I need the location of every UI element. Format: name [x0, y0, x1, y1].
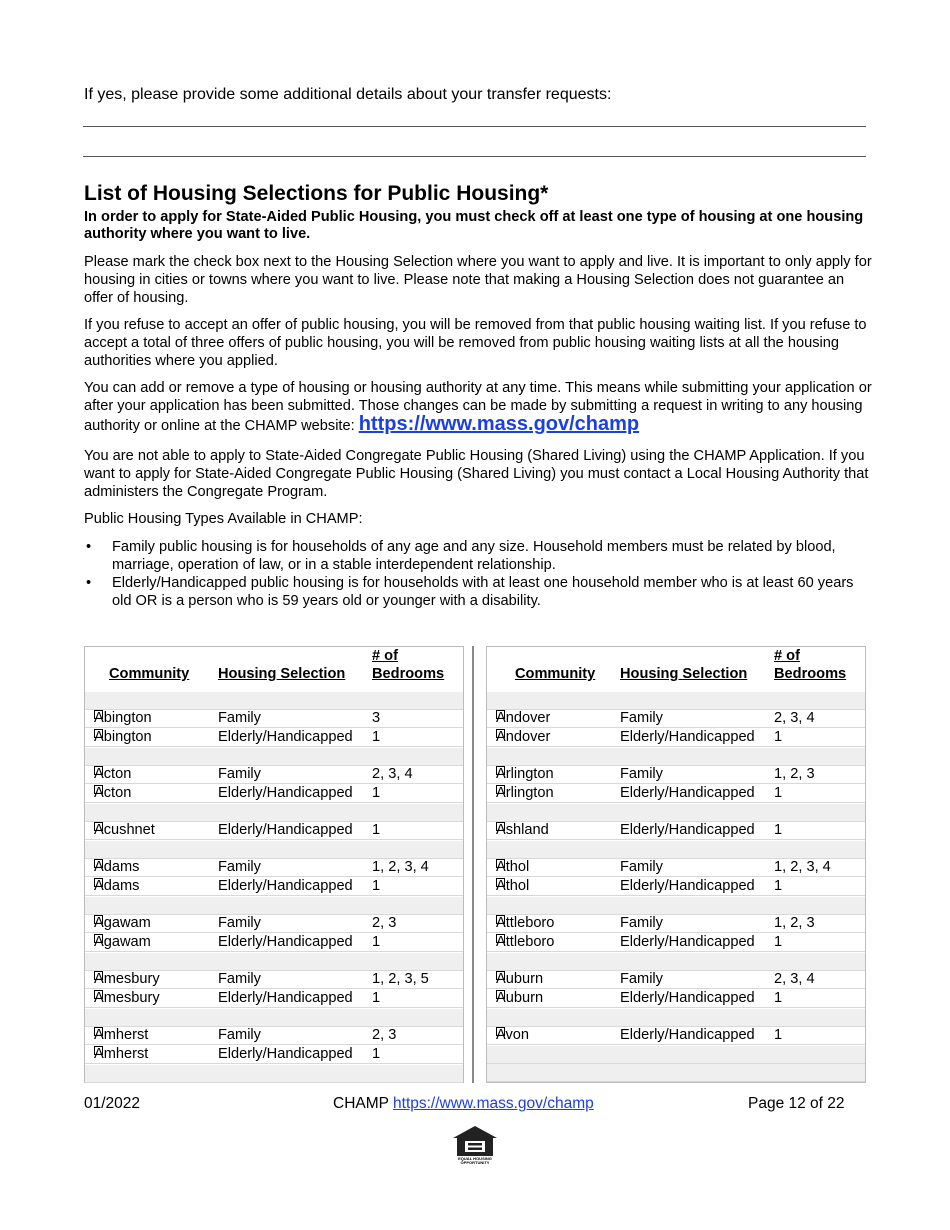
table-row: [487, 822, 865, 840]
community-name: Andover: [496, 710, 551, 726]
table-row: [85, 915, 463, 933]
bedrooms-cell: 2, 3: [372, 915, 397, 931]
housing-selection-cell: Family: [218, 915, 261, 931]
community-name: Ashland: [496, 822, 549, 838]
table-spacer-row: [487, 953, 865, 971]
bedrooms-cell: 1: [372, 822, 381, 838]
community-cell: [496, 1027, 529, 1044]
selection-checkbox[interactable]: [496, 729, 505, 738]
header-selection: Housing Selection: [218, 666, 346, 682]
selection-checkbox[interactable]: [94, 1046, 103, 1055]
selection-checkbox[interactable]: [94, 766, 103, 775]
community-cell: [94, 971, 160, 988]
community-name: Amherst: [94, 1027, 149, 1043]
table-row: [85, 822, 463, 840]
community-name: Athol: [496, 878, 530, 894]
selection-checkbox[interactable]: [496, 971, 505, 980]
community-cell: [94, 822, 155, 839]
bedrooms-cell: 2, 3, 4: [774, 971, 815, 987]
community-cell: [94, 934, 151, 951]
community-cell: [94, 1027, 148, 1044]
bedrooms-cell: 1: [774, 729, 783, 745]
table-spacer-row: [487, 897, 865, 915]
bedrooms-cell: 2, 3, 4: [774, 710, 815, 726]
bedrooms-cell: 1: [372, 729, 381, 745]
housing-selection-cell: Elderly/Handicapped: [620, 785, 755, 801]
table-spacer-row: [85, 1065, 463, 1083]
table-row: [487, 971, 865, 989]
selection-checkbox[interactable]: [496, 766, 505, 775]
housing-selection-cell: Elderly/Handicapped: [218, 990, 353, 1006]
housing-selection-cell: Elderly/Handicapped: [218, 934, 353, 950]
housing-selection-cell: Family: [218, 766, 261, 782]
footer-champ-label: CHAMP: [333, 1095, 394, 1112]
header-bedrooms-line1: # of: [372, 648, 398, 664]
community-cell: [94, 878, 139, 895]
community-cell: [94, 990, 160, 1007]
table-row: [487, 785, 865, 803]
community-name: Adams: [94, 859, 140, 875]
community-cell: [496, 766, 554, 783]
community-name: Avon: [496, 1027, 529, 1043]
table-row: [85, 934, 463, 952]
bullet-family: • Family public housing is for households of any age and any size. Household members must be related by blood, marriage, operation of law, or in a stable interdependent relationship.: [84, 538, 874, 574]
housing-selection-cell: Family: [620, 859, 663, 875]
community-cell: [94, 710, 152, 727]
answer-line-2[interactable]: [83, 156, 866, 157]
table-spacer-row: [487, 841, 865, 859]
table-row: [487, 990, 865, 1008]
selection-checkbox[interactable]: [94, 878, 103, 887]
bedrooms-cell: 1: [372, 785, 381, 801]
table-row: [487, 766, 865, 784]
housing-selection-cell: Elderly/Handicapped: [620, 1027, 755, 1043]
community-cell: [496, 878, 529, 895]
bedrooms-cell: 1: [774, 1027, 783, 1043]
answer-line-1[interactable]: [83, 126, 866, 127]
table-spacer-row: [487, 748, 865, 766]
community-cell: [94, 729, 152, 746]
bedrooms-cell: 2, 3, 4: [372, 766, 413, 782]
selection-checkbox[interactable]: [496, 710, 505, 719]
bedrooms-cell: 1: [372, 934, 381, 950]
housing-selection-cell: Elderly/Handicapped: [218, 1046, 353, 1062]
table-spacer-row: [85, 692, 463, 710]
footer-date: 01/2022: [84, 1095, 141, 1112]
housing-selection-cell: Family: [218, 710, 261, 726]
bedrooms-cell: 1, 2, 3: [774, 915, 815, 931]
bedrooms-cell: 2, 3: [372, 1027, 397, 1043]
selection-checkbox[interactable]: [496, 822, 505, 831]
selection-checkbox[interactable]: [496, 1027, 505, 1036]
selection-checkbox[interactable]: [94, 1027, 103, 1036]
community-name: Acton: [94, 785, 132, 801]
table-row: [85, 729, 463, 747]
table-header: [85, 647, 463, 692]
housing-selection-cell: Family: [218, 859, 261, 875]
selection-checkbox[interactable]: [94, 971, 103, 980]
table-spacer-row: [85, 748, 463, 766]
table-row: [85, 1027, 463, 1045]
bedrooms-cell: 1: [774, 990, 783, 1006]
table-row: [487, 859, 865, 877]
table-header: [487, 647, 865, 692]
housing-selection-cell: Elderly/Handicapped: [620, 822, 755, 838]
types-intro: Public Housing Types Available in CHAMP:: [84, 511, 363, 527]
bedrooms-cell: 1: [372, 878, 381, 894]
community-cell: [496, 990, 543, 1007]
community-cell: [94, 915, 151, 932]
table-spacer-row: [487, 1009, 865, 1027]
bedrooms-cell: 1: [372, 990, 381, 1006]
selection-checkbox[interactable]: [94, 822, 103, 831]
header-selection: Housing Selection: [620, 666, 748, 682]
community-cell: [94, 1046, 148, 1063]
community-name: Acton: [94, 766, 132, 782]
housing-selection-cell: Elderly/Handicapped: [218, 785, 353, 801]
header-community: Community: [515, 666, 596, 682]
community-name: Auburn: [496, 971, 544, 987]
table-row: [85, 785, 463, 803]
housing-selection-cell: Family: [620, 971, 663, 987]
bullet-elderly: • Elderly/Handicapped public housing is for households with at least one household member who is at least 60 years old OR is a person who is 59 years old or younger with a disability.: [84, 574, 874, 610]
community-name: Attleboro: [496, 915, 555, 931]
instructions-paragraph-2: If you refuse to accept an offer of public housing, you will be removed from that public housing waiting list. If you refuse to accept a total of three offers of public housing, you will be removed from public housing waiting lists at all the housing authorities where you applied.: [84, 317, 867, 369]
selection-checkbox[interactable]: [94, 859, 103, 868]
bedrooms-cell: 3: [372, 710, 381, 726]
bedrooms-cell: 1, 2, 3, 4: [372, 859, 429, 875]
table-spacer-row: [487, 1046, 865, 1064]
community-cell: [496, 915, 554, 932]
housing-selection-cell: Elderly/Handicapped: [620, 934, 755, 950]
section-heading: List of Housing Selections for Public Housing*: [84, 182, 549, 205]
housing-selection-cell: Family: [620, 766, 663, 782]
community-cell: [94, 766, 131, 783]
selection-checkbox[interactable]: [496, 915, 505, 924]
bedrooms-cell: 1: [774, 785, 783, 801]
bedrooms-cell: 1, 2, 3, 5: [372, 971, 429, 987]
table-row: [487, 915, 865, 933]
housing-selection-cell: Elderly/Handicapped: [218, 878, 353, 894]
paragraph-3-text: You can add or remove a type of housing or housing authority at any time. This means while submitting your application or after your application has been submitted. Those changes can be made by submitting a request in writing to any housing authority or online at the CHAMP website:: [84, 380, 872, 434]
community-name: Amesbury: [94, 971, 160, 987]
selection-table-right: [486, 646, 866, 1083]
table-row: [85, 710, 463, 728]
table-row: [85, 1046, 463, 1064]
section-subheading: In order to apply for State-Aided Public Housing, you must check off at least one type of housing at one housing authority where you want to live.: [84, 209, 864, 242]
housing-selection-cell: Family: [620, 710, 663, 726]
table-spacer-row: [487, 692, 865, 710]
footer-center: [333, 1095, 594, 1113]
bedrooms-cell: 1, 2, 3, 4: [774, 859, 831, 875]
housing-selection-cell: Family: [620, 915, 663, 931]
table-divider: [472, 646, 474, 1083]
table-row: [487, 729, 865, 747]
selection-checkbox[interactable]: [496, 878, 505, 887]
bedrooms-cell: 1: [774, 878, 783, 894]
community-name: Adams: [94, 878, 140, 894]
bedrooms-cell: 1: [774, 934, 783, 950]
champ-website-link[interactable]: https://www.mass.gov/champ: [358, 413, 640, 435]
selection-checkbox[interactable]: [94, 934, 103, 943]
table-row: [85, 766, 463, 784]
community-name: Auburn: [496, 990, 544, 1006]
community-cell: [496, 822, 549, 839]
community-cell: [94, 859, 139, 876]
housing-selection-cell: Elderly/Handicapped: [620, 990, 755, 1006]
footer-champ-link[interactable]: https://www.mass.gov/champ: [393, 1095, 594, 1112]
selection-checkbox[interactable]: [94, 710, 103, 719]
header-community: Community: [109, 666, 190, 682]
community-name: Amesbury: [94, 990, 160, 1006]
header-bedrooms-line1: # of: [774, 648, 800, 664]
community-name: Acushnet: [94, 822, 155, 838]
table-spacer-row: [487, 804, 865, 822]
housing-selection-cell: Elderly/Handicapped: [620, 729, 755, 745]
housing-selection-cell: Family: [218, 1027, 261, 1043]
community-cell: [496, 971, 543, 988]
housing-selection-cell: Elderly/Handicapped: [218, 729, 353, 745]
selection-checkbox[interactable]: [94, 729, 103, 738]
selection-checkbox[interactable]: [94, 915, 103, 924]
instructions-paragraph-1: Please mark the check box next to the Housing Selection where you want to apply and live. It is important to only apply for housing in cities or towns where you want to live. Please note that making a Housing Selection does not guarantee an offer of housing.: [84, 254, 872, 306]
housing-selection-cell: Elderly/Handicapped: [218, 822, 353, 838]
community-name: Agawam: [94, 915, 151, 931]
community-name: Abington: [94, 729, 152, 745]
table-row: [487, 710, 865, 728]
selection-table-left: [84, 646, 464, 1083]
footer-page-number: Page 12 of 22: [748, 1095, 845, 1112]
table-spacer-row: [85, 841, 463, 859]
equal-housing-text: EQUAL HOUSING OPPORTUNITY: [458, 1156, 492, 1165]
table-row: [85, 990, 463, 1008]
community-name: Arlington: [496, 766, 554, 782]
table-spacer-row: [85, 953, 463, 971]
community-name: Abington: [94, 710, 152, 726]
community-name: Amherst: [94, 1046, 149, 1062]
selection-checkbox[interactable]: [94, 990, 103, 999]
transfer-question: If yes, please provide some additional details about your transfer requests:: [84, 86, 612, 103]
instructions-paragraph-4: You are not able to apply to State-Aided Congregate Public Housing (Shared Living) using the CHAMP Application. If you want to apply for State-Aided Congregate Public Housing (Shared Living) you must contact a Local Housing Authority that administers the Congregate Program.: [84, 448, 869, 500]
housing-selection-cell: Family: [218, 971, 261, 987]
community-cell: [496, 710, 550, 727]
community-cell: [496, 859, 529, 876]
instructions-paragraph-3: [84, 379, 874, 435]
table-row: [487, 878, 865, 896]
housing-types-list: [84, 538, 874, 610]
bedrooms-cell: 1, 2, 3: [774, 766, 815, 782]
selection-checkbox[interactable]: [496, 990, 505, 999]
community-name: Andover: [496, 729, 551, 745]
community-name: Arlington: [496, 785, 554, 801]
community-cell: [496, 785, 554, 802]
table-row: [85, 971, 463, 989]
table-spacer-row: [85, 1009, 463, 1027]
bedrooms-cell: 1: [372, 1046, 381, 1062]
header-bedrooms-line2: Bedrooms: [774, 666, 847, 682]
community-cell: [94, 785, 131, 802]
equal-housing-logo: [449, 1124, 501, 1166]
table-row: [487, 934, 865, 952]
community-name: Attleboro: [496, 934, 555, 950]
selection-checkbox[interactable]: [496, 785, 505, 794]
header-bedrooms-line2: Bedrooms: [372, 666, 445, 682]
selection-checkbox[interactable]: [496, 934, 505, 943]
bedrooms-cell: 1: [774, 822, 783, 838]
community-name: Agawam: [94, 934, 151, 950]
table-row: [85, 878, 463, 896]
table-spacer-row: [85, 804, 463, 822]
housing-selection-cell: Elderly/Handicapped: [620, 878, 755, 894]
selection-checkbox[interactable]: [496, 859, 505, 868]
table-spacer-row: [85, 897, 463, 915]
community-cell: [496, 934, 554, 951]
table-row: [487, 1027, 865, 1045]
community-cell: [496, 729, 550, 746]
selection-checkbox[interactable]: [94, 785, 103, 794]
community-name: Athol: [496, 859, 530, 875]
table-spacer-row: [487, 1064, 865, 1082]
table-row: [85, 859, 463, 877]
